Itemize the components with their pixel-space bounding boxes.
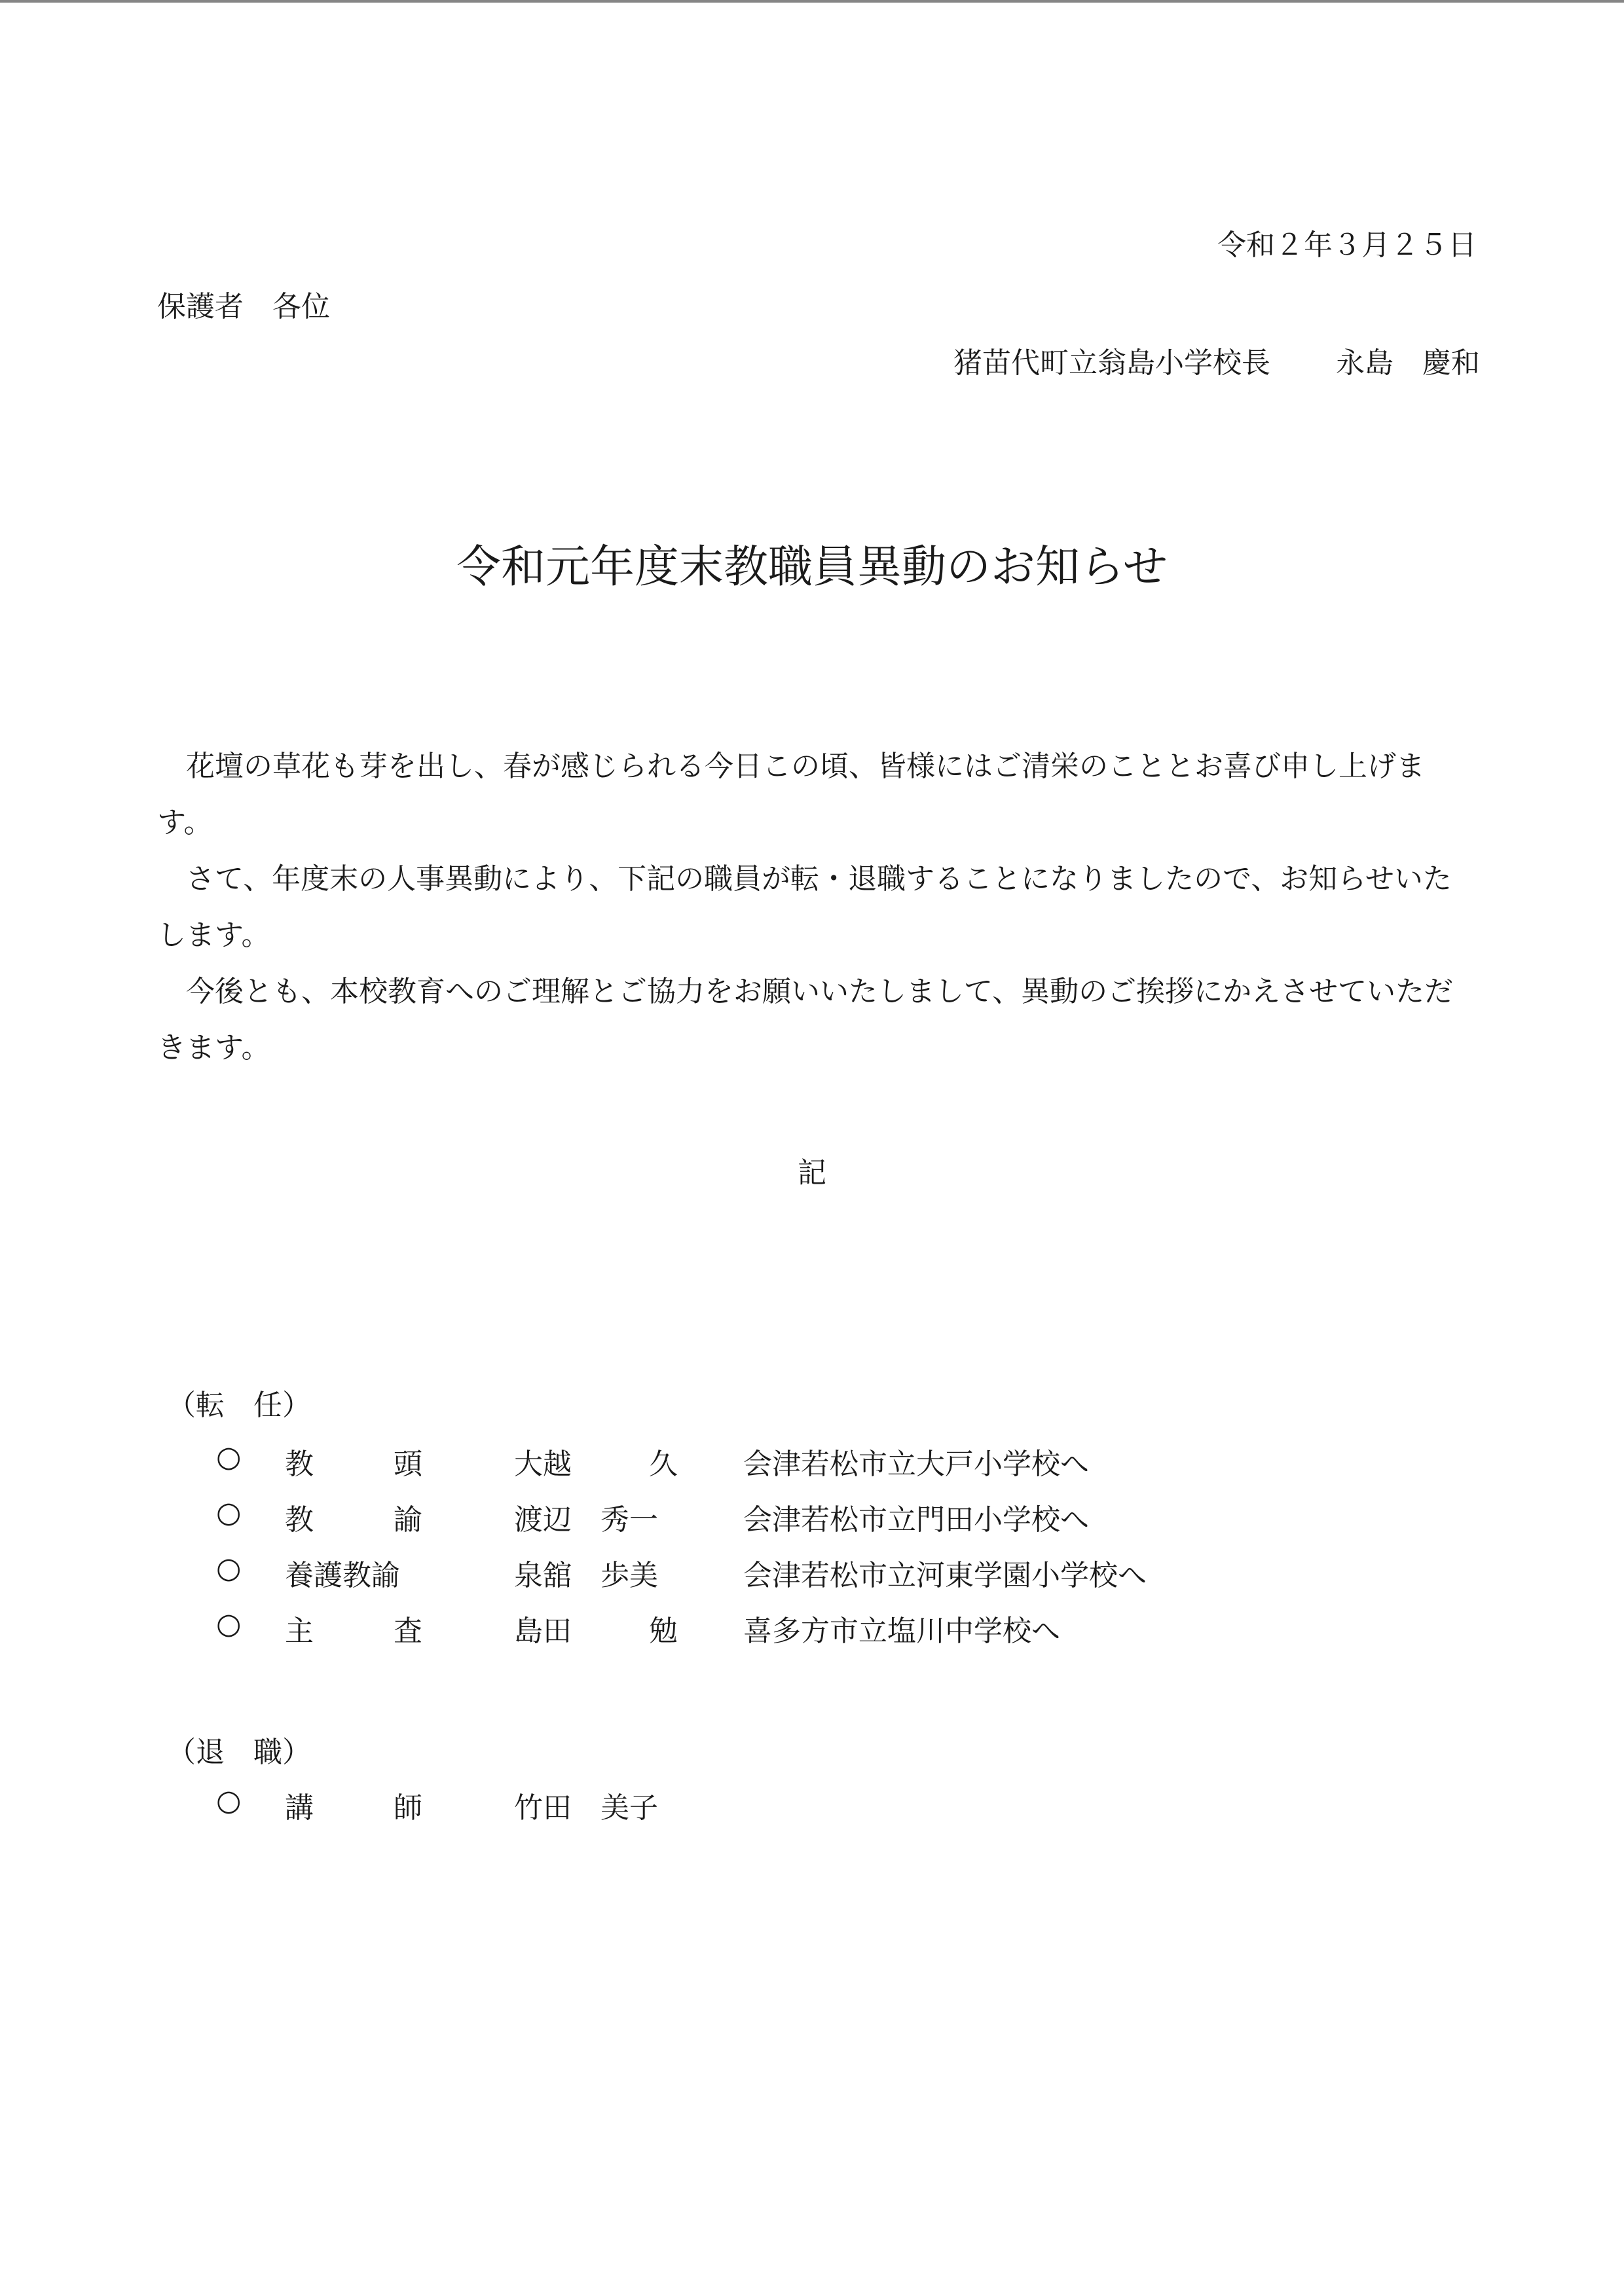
staff-destination: 会津若松市立門田小学校へ bbox=[743, 1503, 1089, 1537]
staff-destination: 会津若松市立河東学園小学校へ bbox=[743, 1559, 1147, 1592]
staff-name: 竹田 美子 bbox=[514, 1791, 658, 1825]
ki-heading: 記 bbox=[798, 1156, 826, 1190]
body-text bbox=[157, 738, 1480, 1076]
body-paragraph: 花壇の草花も芽を出し、春が感じられる今日この頃、皆様にはご清栄のこととお喜び申し上げます。 bbox=[157, 750, 1425, 839]
document-date: 令和２年３月２５日 bbox=[1217, 228, 1477, 262]
staff-name: 大越 久 bbox=[514, 1448, 678, 1481]
staff-name: 島田 勉 bbox=[514, 1614, 678, 1648]
staff-destination: 会津若松市立大戸小学校へ bbox=[743, 1448, 1089, 1481]
transfer-section-label: （転 任） bbox=[167, 1389, 311, 1422]
staff-destination: 喜多方市立塩川中学校へ bbox=[743, 1614, 1060, 1648]
circle-bullet: ○ bbox=[216, 1440, 242, 1474]
document-title: 令和元年度末教職員異動のお知らせ bbox=[456, 541, 1168, 593]
scan-edge-line bbox=[0, 0, 1624, 3]
staff-role: 教 頭 bbox=[285, 1448, 422, 1481]
staff-role: 養護教諭 bbox=[285, 1559, 400, 1592]
sender-name: 永島 慶和 bbox=[1336, 346, 1480, 380]
body-paragraph: さて、年度末の人事異動により、下記の職員が転・退職することになりましたので、お知らせいたします。 bbox=[157, 862, 1452, 952]
circle-bullet: ○ bbox=[216, 1784, 242, 1817]
circle-bullet: ○ bbox=[216, 1552, 242, 1585]
circle-bullet: ○ bbox=[216, 1607, 242, 1641]
circle-bullet: ○ bbox=[216, 1496, 242, 1529]
sender-org: 猪苗代町立翁島小学校長 bbox=[953, 346, 1270, 380]
staff-name: 泉舘 歩美 bbox=[514, 1559, 658, 1592]
staff-role: 教 諭 bbox=[285, 1503, 422, 1537]
staff-role: 講 師 bbox=[285, 1791, 422, 1825]
retirement-section-label: （退 職） bbox=[167, 1736, 311, 1769]
staff-role: 主 査 bbox=[285, 1614, 422, 1648]
body-paragraph: 今後とも、本校教育へのご理解とご協力をお願いいたしまして、異動のご挨拶にかえさせていただきます。 bbox=[157, 975, 1454, 1065]
sender-line bbox=[953, 339, 1480, 381]
recipient-line: 保護者 各位 bbox=[157, 290, 330, 323]
staff-name: 渡辺 秀一 bbox=[514, 1503, 658, 1537]
